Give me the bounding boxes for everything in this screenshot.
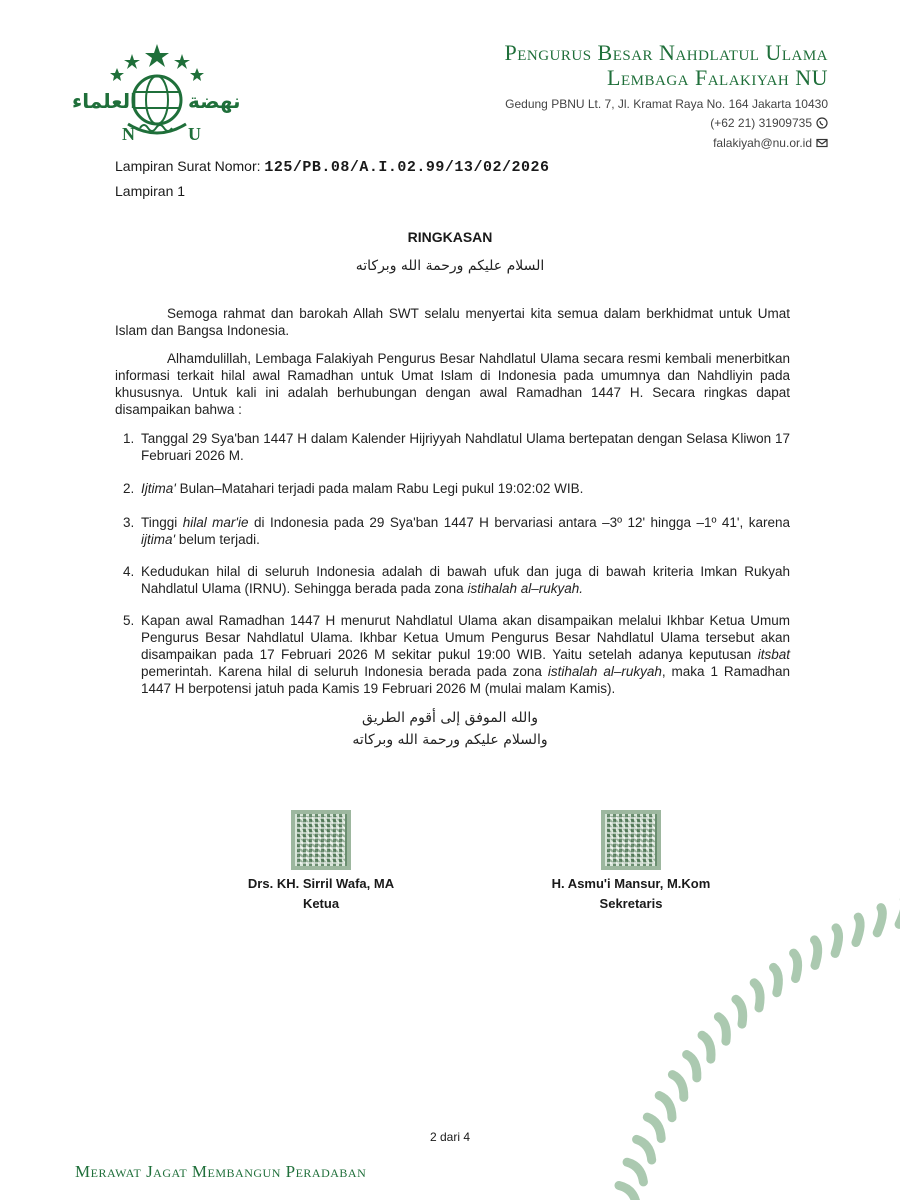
- list-number: 4.: [123, 564, 135, 579]
- rope-twist: [736, 999, 743, 1024]
- rope-twist: [877, 908, 882, 933]
- qr-code-signature-sekretaris: [601, 810, 661, 870]
- reference-label: Lampiran Surat Nomor:: [115, 158, 261, 174]
- list-text-part: Kapan awal Ramadhan 1447 H menurut Nahdlatul Ulama akan disampaikan melalui Ikhbar Ketua Umum Pengurus Besar Nahdlatul Ulama. Ikhbar Ketua Umum Pengurus Besar Nahdlatul Ulama tersebut akan disampaikan pada 17 Februari 2026 M sekitar pukul 19:00 WIB. Yaitu setelah adanya keputusan: [141, 613, 790, 662]
- rope-twist: [774, 967, 779, 992]
- reference-number: 125/PB.08/A.I.02.99/13/02/2026: [264, 159, 550, 176]
- ijtima-term: ijtima': [141, 532, 176, 547]
- org-name: Pengurus Besar Nahdlatul Ulama: [504, 40, 828, 65]
- org-email-row: [713, 136, 828, 150]
- rope-twist: [856, 917, 860, 942]
- nu-globe-logo-icon: [70, 42, 245, 147]
- announcement-paragraph: [115, 350, 790, 418]
- attachment-label: Lampiran 1: [115, 183, 186, 199]
- arabic-greeting: السلام عليكم ورحمة الله وبركاته: [355, 258, 545, 274]
- letter-reference: [115, 158, 549, 176]
- logo-arabic-right: نهضة: [188, 89, 241, 113]
- list-text-part: Bulan–Matahari terjadi pada malam Rabu Legi pukul 19:02:02 WIB.: [175, 481, 584, 496]
- list-number: 5.: [123, 613, 135, 628]
- rope-twist: [672, 1075, 683, 1098]
- list-text: [141, 612, 790, 697]
- document-title: RINGKASAN: [407, 229, 493, 245]
- list-text: [141, 480, 790, 497]
- list-number: 3.: [123, 515, 135, 530]
- itsbat-term: itsbat: [757, 647, 790, 662]
- rope-twist: [835, 928, 838, 954]
- page-number: 2 dari 4: [429, 1130, 471, 1144]
- logo-letter-u: U: [188, 124, 201, 144]
- list-text: [141, 514, 790, 548]
- ijtima-term: Ijtima': [141, 481, 176, 496]
- qr-code-signature-ketua: [291, 810, 351, 870]
- logo-letter-n: N: [122, 124, 135, 144]
- rope-twist: [619, 1186, 636, 1200]
- signatory-role-ketua: Ketua: [302, 896, 340, 911]
- closing-prayer: والله الموفق إلى أقوم الطريق: [362, 710, 538, 726]
- rope-twist: [718, 1017, 726, 1041]
- rope-twist: [687, 1055, 697, 1078]
- list-number: 2.: [123, 481, 135, 496]
- intro-paragraph-text: Semoga rahmat dan barokah Allah SWT selalu menyertai kita semua dalam berkhidmat untuk Umat Islam dan Bangsa Indonesia.: [115, 306, 790, 338]
- org-phone: (+62 21) 31909735: [710, 116, 812, 130]
- whatsapp-icon: [816, 117, 828, 129]
- org-division: Lembaga Falakiyah NU: [607, 65, 828, 90]
- list-text-part: Kedudukan hilal di seluruh Indonesia adalah di bawah ufuk dan juga di bawah kriteria Imkan Rukyah Nahdlatul Ulama (IRNU). Sehingga berada pada zona: [141, 564, 790, 596]
- closing-greeting: والسلام عليكم ورحمة الله وبركاته: [352, 732, 548, 748]
- rope-twist: [627, 1162, 643, 1182]
- signatory-name-ketua: Drs. KH. Sirril Wafa, MA: [247, 876, 395, 891]
- nu-logo: [70, 42, 245, 147]
- list-text: [141, 563, 790, 597]
- org-email: falakiyah@nu.or.id: [713, 136, 812, 150]
- rope-twist: [815, 940, 818, 966]
- list-text-part: di Indonesia pada 29 Sya'ban 1447 H bervariasi antara –3º 12' hingga –1º 41', karena: [248, 515, 790, 530]
- signatory-name-sekretaris: H. Asmu'i Mansur, M.Kom: [551, 876, 711, 891]
- org-phone-row: [710, 116, 828, 130]
- list-text-part: belum terjadi.: [175, 532, 260, 547]
- letterhead-title: [504, 40, 828, 90]
- logo-arabic-left: العلماء: [72, 89, 137, 113]
- list-text-part: pemerintah. Karena hilal di seluruh Indonesia berada pada zona: [141, 664, 548, 679]
- rope-twist: [754, 983, 760, 1008]
- istihalah-term: istihalah al–rukyah: [547, 664, 662, 679]
- list-text-part: , maka 1 Ramadhan 1447 H berpotensi jatuh pada Kamis 19 Februari 2026 M (mulai malam Kamis).: [141, 664, 790, 696]
- list-text: Tanggal 29 Sya'ban 1447 H dalam Kalender Hijriyyah Nahdlatul Ulama bertepatan dengan Selasa Kliwon 17 Februari 2026 M.: [141, 431, 790, 463]
- list-text-part: Tinggi: [141, 515, 183, 530]
- announcement-paragraph-text: Alhamdulillah, Lembaga Falakiyah Pengurus Besar Nahdlatul Ulama secara resmi kembali menerbitkan informasi terkait hilal awal Ramadhan untuk Umat Islam di Indonesia pada umumnya dan Nahdliyin pada khususnya. Untuk kali ini adalah berhubungan dengan awal Ramadhan 1447 H. Secara ringkas dapat disampaikan bahwa :: [115, 351, 790, 417]
- rope-twist: [659, 1096, 672, 1118]
- rope-twist: [794, 953, 798, 978]
- rope-twist: [702, 1035, 711, 1059]
- signatory-role-sekretaris: Sekretaris: [599, 896, 663, 911]
- hilal-term: hilal mar'ie: [182, 515, 249, 530]
- footer-motto: Merawat Jagat Membangun Peradaban: [75, 1162, 367, 1181]
- mail-icon: [816, 137, 828, 149]
- org-address: Gedung PBNU Lt. 7, Jl. Kramat Raya No. 164 Jakarta 10430: [505, 97, 828, 111]
- istihalah-term: istihalah al–rukyah.: [467, 581, 584, 596]
- list-number: 1.: [123, 431, 135, 446]
- intro-paragraph: [115, 305, 790, 339]
